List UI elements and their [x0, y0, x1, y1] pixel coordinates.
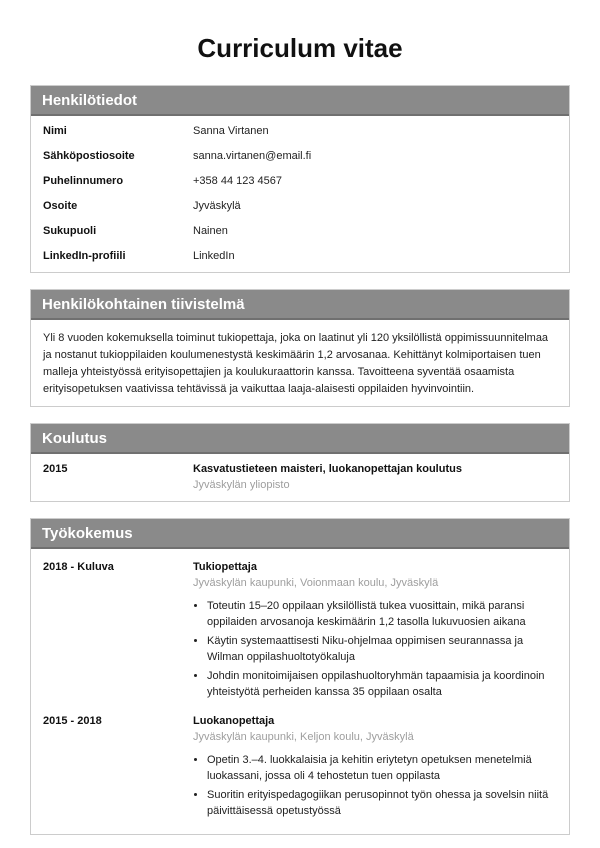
- personal-detail-label: Puhelinnumero: [43, 175, 124, 187]
- personal-detail-value: Sanna Virtanen: [193, 125, 269, 137]
- personal-detail-value: sanna.virtanen@email.fi: [193, 150, 312, 162]
- education-period: 2015: [43, 463, 68, 475]
- education-details: [193, 463, 557, 492]
- experience-bullet-list: [193, 752, 557, 819]
- personal-detail-row: [31, 144, 569, 169]
- experience-period: 2015 - 2018: [43, 715, 102, 727]
- personal-detail-row: [31, 119, 569, 144]
- cv-content: [30, 85, 570, 835]
- section-education: [30, 423, 570, 502]
- experience-period: 2018 - Kuluva: [43, 561, 114, 573]
- personal-detail-label: Nimi: [43, 125, 67, 137]
- experience-bullet: • Käytin systemaattisesti Niku-ohjelmaa oppimisen seurannassa ja Wilman oppilashuoltotyökaluja: [207, 633, 557, 665]
- section-experience: [30, 518, 570, 835]
- education-list: [31, 454, 569, 501]
- experience-bullet: • Toteutin 15–20 oppilaan yksilöllistä tukea vuosittain, mikä paransi oppilaiden arvosanoja keskimäärin 1,2 tasolla lukuvuosien aikana: [207, 598, 557, 630]
- experience-bullet: • Suoritin erityispedagogiikan perusopinnot työn ohessa ja sovelsin niitä päivittäisessä opetustyössä: [207, 787, 557, 819]
- education-institution: Jyväskylän yliopisto: [193, 479, 290, 491]
- section-education-header: Koulutus: [31, 424, 569, 454]
- experience-details: [193, 715, 557, 822]
- personal-detail-label: LinkedIn-profiili: [43, 250, 126, 262]
- personal-detail-label: Osoite: [43, 200, 78, 212]
- personal-detail-row: [31, 244, 569, 269]
- section-personal-details-header: Henkilötiedot: [31, 86, 569, 116]
- section-summary-header: Henkilökohtainen tiivistelmä: [31, 290, 569, 320]
- experience-item: [31, 549, 569, 703]
- experience-details: [193, 561, 557, 703]
- personal-detail-row: [31, 194, 569, 219]
- experience-item: [31, 703, 569, 822]
- experience-bullet: • Opetin 3.–4. luokkalaisia ja kehitin eriytetyn opetuksen menetelmiä luokassani, jossa oli 4 tehostetun tuen oppilasta: [207, 752, 557, 784]
- experience-organization: Jyväskylän kaupunki, Voionmaan koulu, Jyväskylä: [193, 577, 439, 589]
- experience-bullet-list: [193, 598, 557, 700]
- section-experience-header: Työkokemus: [31, 519, 569, 549]
- education-item: [31, 454, 569, 501]
- section-summary: [30, 289, 570, 407]
- personal-detail-label: Sähköpostiosoite: [43, 150, 135, 162]
- personal-detail-row: [31, 169, 569, 194]
- personal-detail-label: Sukupuoli: [43, 225, 97, 237]
- personal-detail-row: [31, 219, 569, 244]
- summary-paragraph: Yli 8 vuoden kokemuksella toiminut tukiopettaja, joka on laatinut yli 120 yksilöllistä oppimissuunnitelmaa ja nostanut tukioppilaiden koulumenestystä keskimäärin 1,2 arvosanaa. Kehittänyt kolmiportaisen tuen malleja yhteistyössä erityisopettajien ja koulukuraattorin kanssa. Tavoitteena syventää osaamista erityisopetuksen vaativissa tehtävissä ja vaikuttaa laaja-alaisesti oppilaiden hyvinvointiin.: [43, 332, 549, 395]
- personal-detail-value: LinkedIn: [193, 250, 235, 262]
- page-title: Curriculum vitae: [197, 33, 403, 63]
- experience-job-title: Tukiopettaja: [193, 561, 257, 573]
- education-degree: Kasvatustieteen maisteri, luokanopettajan koulutus: [193, 463, 462, 475]
- experience-bullet: • Johdin monitoimijaisen oppilashuoltoryhmän tapaamisia ja koordinoin yhteistyötä perheiden kanssa 35 oppilaan osalta: [207, 668, 557, 700]
- personal-detail-value: Nainen: [193, 225, 228, 237]
- personal-details-list: [31, 116, 569, 272]
- section-personal-details: [30, 85, 570, 273]
- personal-detail-value: +358 44 123 4567: [193, 175, 283, 187]
- personal-detail-value: Jyväskylä: [193, 200, 241, 212]
- experience-list: [31, 549, 569, 834]
- experience-organization: Jyväskylän kaupunki, Keljon koulu, Jyväskylä: [193, 731, 414, 743]
- experience-job-title: Luokanopettaja: [193, 715, 275, 727]
